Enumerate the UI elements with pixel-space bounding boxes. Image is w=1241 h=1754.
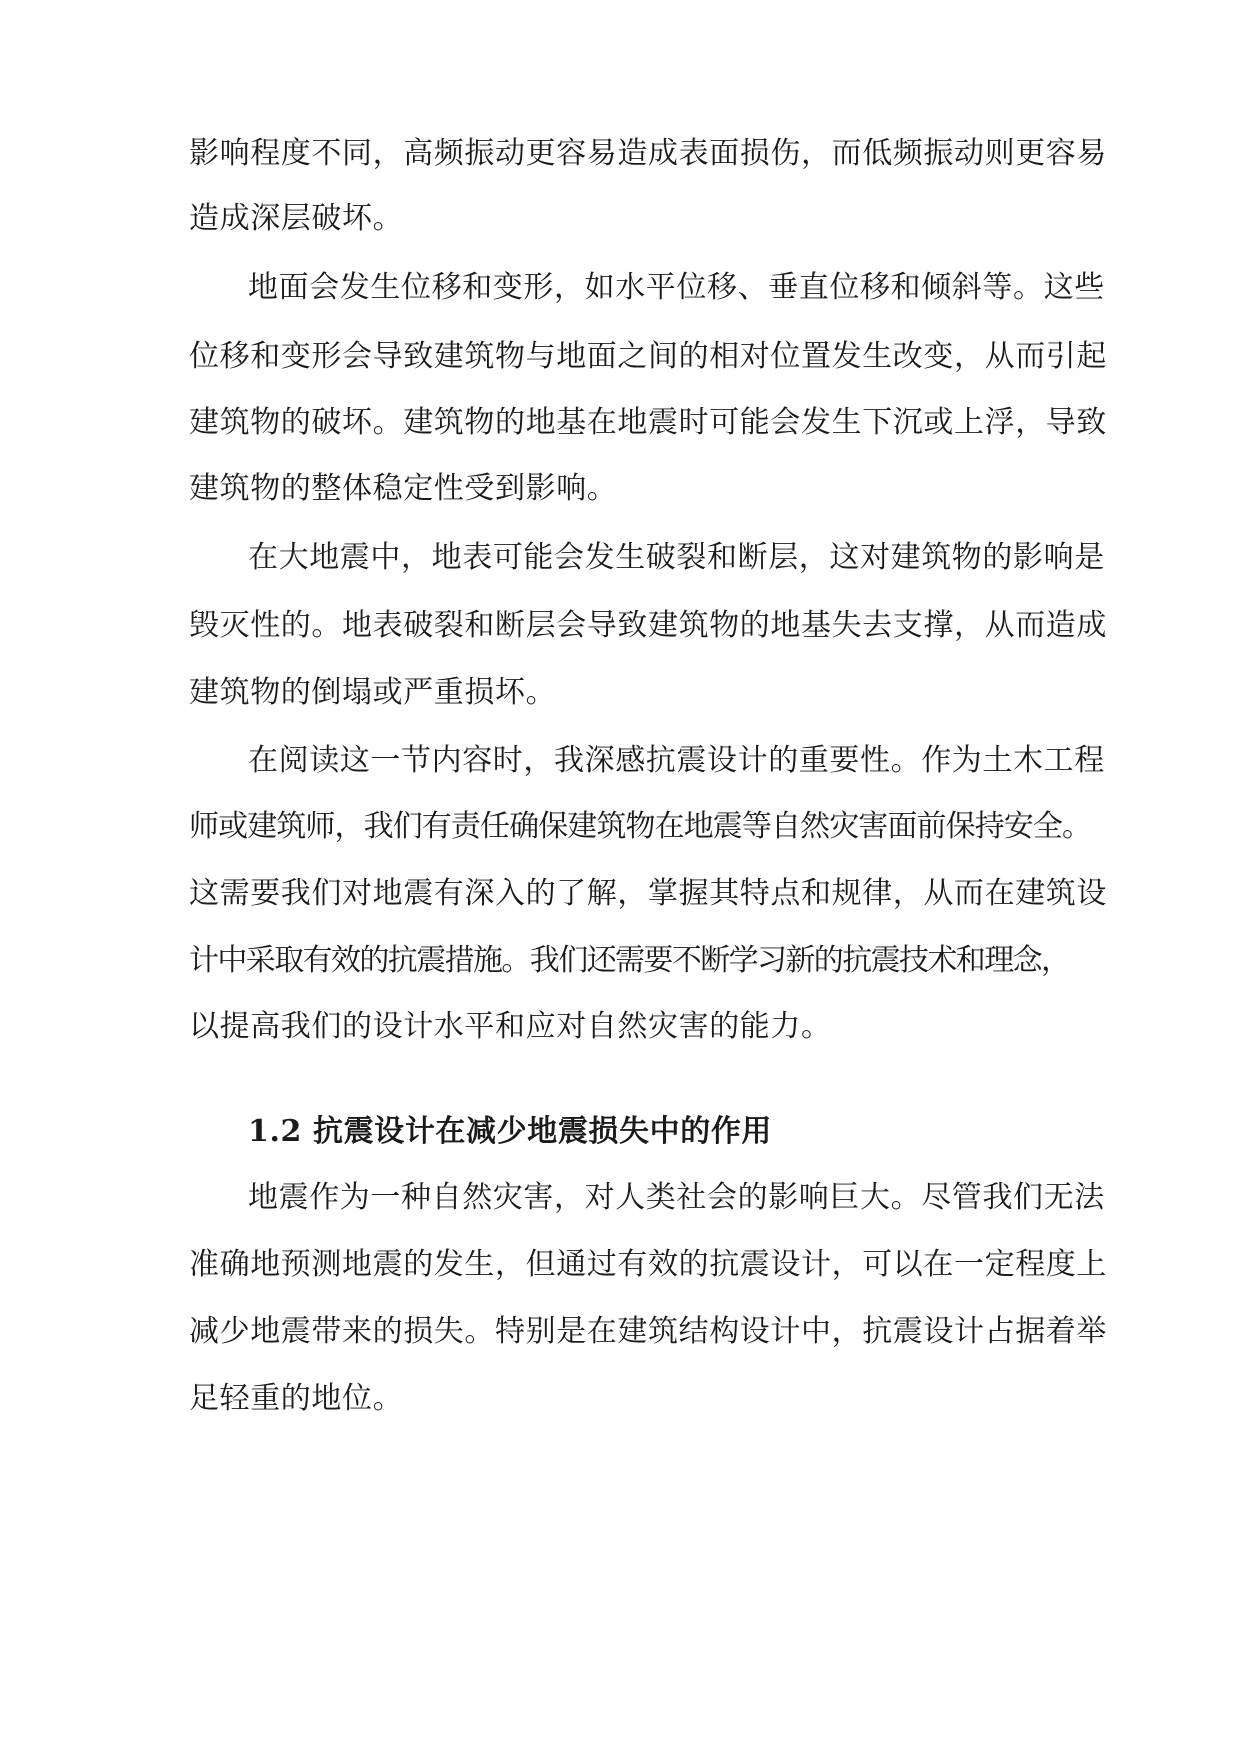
paragraph-line: 位移和变形会导致建筑物与地面之间的相对位置发生改变，从而引起 [189,339,1107,374]
paragraph-line: 地面会发生位移和变形，如水平位移、垂直位移和倾斜等。这些 [248,270,1105,305]
paragraph-line: 影响程度不同，高频振动更容易造成表面损伤，而低频振动则更容易 [189,136,1107,171]
paragraph-line: 毁灭性的。地表破裂和断层会导致建筑物的地基失去支撑，从而造成 [189,608,1107,643]
paragraph-line: 以提高我们的设计水平和应对自然灾害的能力。 [189,1009,832,1044]
paragraph-line: 这需要我们对地震有深入的了解，掌握其特点和规律，从而在建筑设 [189,876,1107,911]
paragraph-line: 计中采取有效的抗震措施。我们还需要不断学习新的抗震技术和理念， [189,943,1070,978]
paragraph-line: 地震作为一种自然灾害，对人类社会的影响巨大。尽管我们无法 [248,1180,1105,1215]
paragraph-line: 在大地震中，地表可能会发生破裂和断层，这对建筑物的影响是 [248,540,1105,575]
paragraph-line: 建筑物的破坏。建筑物的地基在地震时可能会发生下沉或上浮，导致 [189,405,1107,440]
section-heading: 1.2 抗震设计在减少地震损失中的作用 [248,1114,773,1149]
paragraph-line: 减少地震带来的损失。特别是在建筑结构设计中，抗震设计占据着举 [189,1314,1107,1349]
paragraph-line: 足轻重的地位。 [189,1381,404,1416]
paragraph-line: 在阅读这一节内容时，我深感抗震设计的重要性。作为土木工程 [248,743,1105,778]
paragraph-line: 造成深层破坏。 [189,201,404,236]
paragraph-line: 建筑物的整体稳定性受到影响。 [189,471,618,506]
paragraph-line: 师或建筑师，我们有责任确保建筑物在地震等自然灾害面前保持安全。 [189,809,1092,844]
paragraph-line: 建筑物的倒塌或严重损坏。 [189,675,557,710]
paragraph-line: 准确地预测地震的发生，但通过有效的抗震设计，可以在一定程度上 [189,1247,1107,1282]
